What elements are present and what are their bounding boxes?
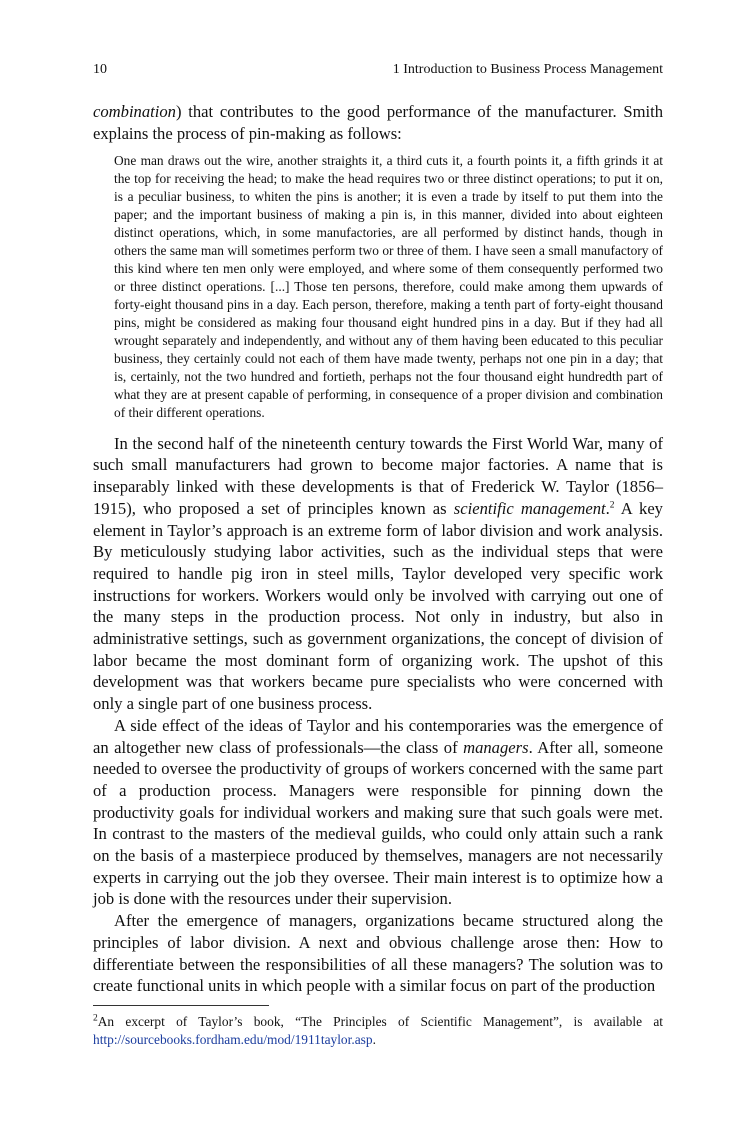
- footnote-link[interactable]: http://sourcebooks.fordham.edu/mod/1911taylor.asp: [93, 1032, 373, 1047]
- footnote-section: [93, 1005, 663, 1049]
- paragraph-managers-italic: managers: [463, 737, 529, 757]
- smith-quote: One man draws out the wire, another straights it, a third cuts it, a fourth points it, a fifth grinds it at the top for receiving the head; to make the head requires two or three distinct operations; to put it on, is a peculiar business, to whiten the pins is another; it is even a trade by itself to put them into the paper; and the important business of making a pin is, in this manner, divided into about eighteen distinct operations, which, in some manufactories, are all performed by distinct hands, though in others the same man will sometimes perform two or three of them. I have seen a small manufactory of this kind where ten men only were employed, and where some of them consequently performed two or three distinct operations. [...] Those ten persons, therefore, could make among them upwards of forty-eight thousand pins in a day. Each person, therefore, making a tenth part of forty-eight thousand pins, might be considered as making four thousand eight hundred pins in a day. But if they had all wrought separately and independently, and without any of them having been educated to this peculiar business, they certainly could not each of them have made twenty, perhaps not one pin in a day; that is, certainly, not the two hundred and fortieth, perhaps not the four thousand eight hundredth part of what they are at present capable of performing, in consequence of a proper division and combination of their different operations.: [114, 153, 663, 420]
- intro-italic: combination: [93, 102, 176, 121]
- paragraph-taylor-text-2: A key element in Taylor’s approach is an extreme form of labor division and work analysis. By meticulously studying labor activities, such as the individual steps that were required to handle pig iron in steel mills, Taylor developed very specific work instructions for workers. Workers would only be involved with carrying out one of the many steps in the production process. Not only in industry, but also in administrative settings, such as government organizations, the concept of division of labor became the most dominant form of organizing work. The upshot of this development was that workers became pure specialists who were concerned with only a single part of one business process.: [93, 498, 663, 714]
- paragraph-taylor-period: .: [605, 498, 610, 518]
- paragraph-taylor: [93, 433, 663, 715]
- paragraph-managers: [93, 715, 663, 910]
- page-number: 10: [93, 62, 107, 77]
- page-header: [93, 60, 663, 80]
- intro-text: ) that contributes to the good performance of the manufacturer. Smith explains the process of pin-making as follows:: [93, 102, 663, 143]
- footnote-number: 2: [93, 1013, 98, 1024]
- paragraph-managers-text-2: . After all, someone needed to oversee the productivity of groups of workers concerned with the same part of a production process. Managers were responsible for pinning down the productivity goals for individual workers and making sure that such goals were met. In contrast to the masters of the medieval guilds, who could only attain such a rank on the basis of a masterpiece produced by themselves, managers are not necessarily experts in carrying out the job they oversee. Their main interest is to optimize how a job is done with the resources under their supervision.: [93, 737, 663, 909]
- paragraph-managers-text-1: A side effect of the ideas of Taylor and his contemporaries was the emergence of an altogether new class of professionals—the class of: [93, 715, 663, 757]
- footnote-divider: [93, 1005, 269, 1006]
- footnote-reference[interactable]: 2: [609, 500, 615, 511]
- paragraph-organizations: After the emergence of managers, organizations became structured along the principles of labor division. A next and obvious challenge arose then: How to differentiate between the responsibilities of all these managers? The solution was to create functional units in which people with a similar focus on part of the production: [93, 911, 663, 996]
- paragraph-taylor-italic: scientific management: [453, 498, 606, 518]
- running-head: 1 Introduction to Business Process Management: [392, 62, 663, 77]
- paragraph-taylor-text-1: In the second half of the nineteenth century towards the First World War, many of such small manufacturers had grown to become major factories. A name that is inseparably linked with these developments is that of Frederick W. Taylor (1856–1915), who proposed a set of principles known as: [93, 433, 663, 518]
- page-body: [93, 101, 663, 997]
- footnote-text: An excerpt of Taylor’s book, “The Principles of Scientific Management”, is available at: [97, 1014, 663, 1029]
- footnote-end: .: [372, 1032, 376, 1047]
- footnote: [93, 1013, 663, 1049]
- intro-paragraph: [93, 101, 663, 144]
